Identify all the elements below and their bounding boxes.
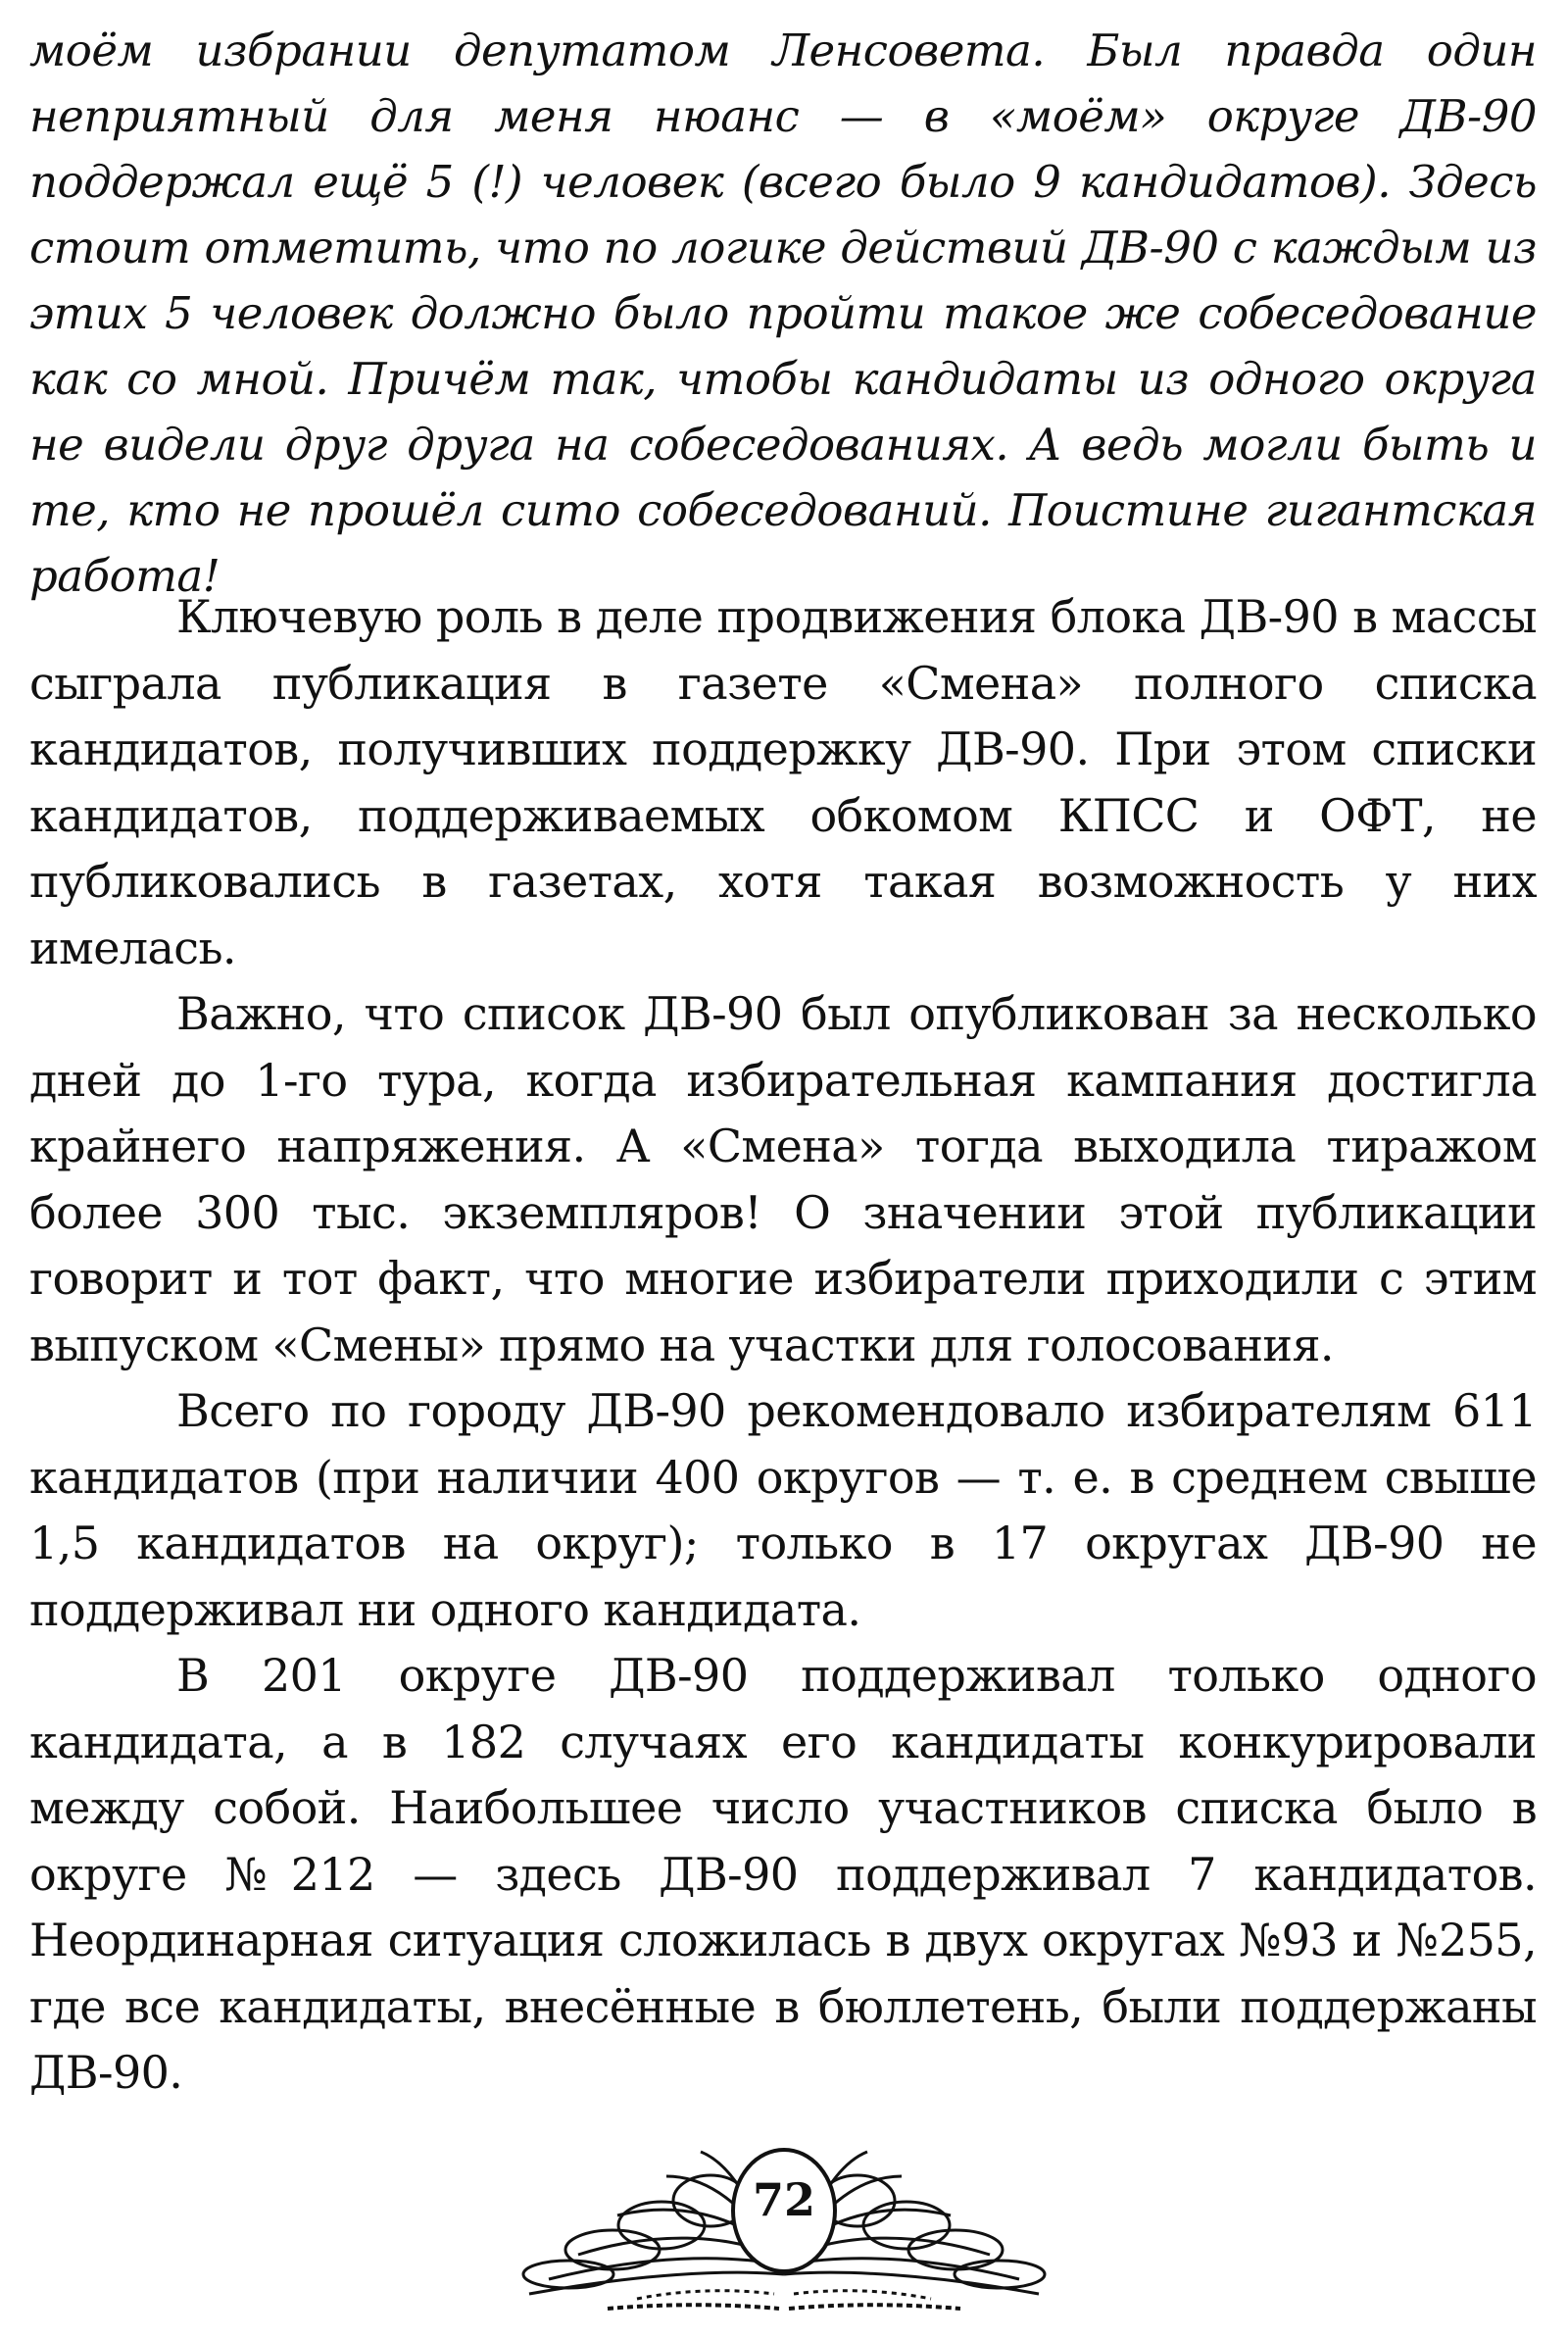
paragraph-3: Всего по городу ДВ-90 рекомендовало избирателям 611 кандидатов (при наличии 400 округов — т. е. в среднем свыше 1,5 кандидатов на округ); только в 17 округах ДВ-90 не поддерживал ни одного кандидата.: [29, 1384, 1537, 1636]
italic-quote-block: моём избрании депутатом Ленсовета. Был правда один неприятный для меня нюанс — в «моём» округе ДВ-90 поддержал ещё 5 (!) человек (всего было 9 кандидатов). Здесь стоит отметить, что по логике действий ДВ-90 с каждым из этих 5 человек должно было пройти такое же собеседование как со мной. Причём так, чтобы кандидаты из одного округа не видели друг друга на собеседованиях. А ведь могли быть и те, кто не прошёл сито собеседований. Поистине гигантская работа!: [29, 25, 1537, 602]
paragraph-1: Ключевую роль в деле продвижения блока ДВ-90 в массы сыграла публикация в газете «Смена» полного списка кандидатов, получивших поддержку ДВ-90. При этом списки кандидатов, поддерживаемых обкомом КПСС и ОФТ, не публиковались в газетах, хотя такая возможность у них имелась.: [29, 590, 1537, 974]
page-number: 72: [752, 2173, 815, 2226]
paragraph-2: Важно, что список ДВ-90 был опубликован за несколько дней до 1-го тура, когда избирательная кампания достигла крайнего напряжения. А «Смена» тогда выходила тиражом более 300 тыс. экземпляров! О значении этой публикации говорит и тот факт, что многие избиратели приходили с этим выпуском «Смены» прямо на участки для голосования.: [29, 987, 1537, 1371]
main-text: [29, 584, 1537, 2107]
paragraph-4: В 201 округе ДВ-90 поддерживал только одного кандидата, а в 182 случаях его кандидаты конкурировали между собой. Наибольшее число участников списка было в округе №212 — здесь ДВ-90 поддерживал 7 кандидатов. Неординарная ситуация сложилась в двух округах №93 и №255, где все кандидаты, внесённые в бюллетень, были поддержаны ДВ-90.: [29, 1649, 1537, 2099]
